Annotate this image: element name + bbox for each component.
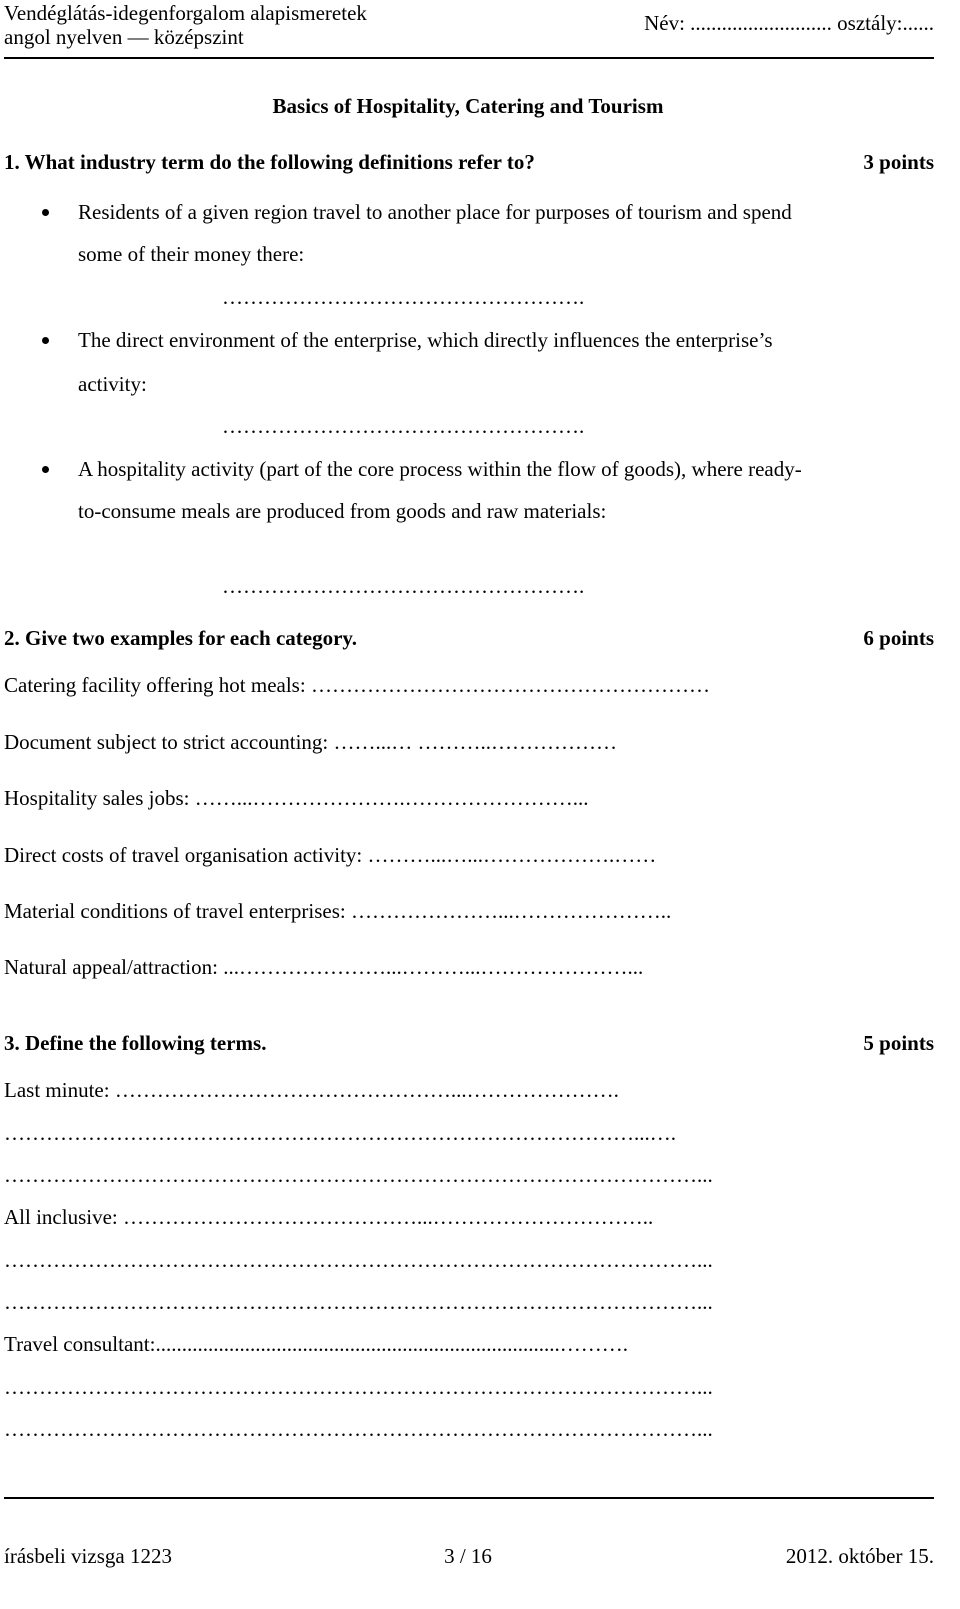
bullet-icon <box>42 466 49 473</box>
q2-row-catering-facility[interactable]: Catering facility offering hot meals: ………………………………………………… <box>4 673 710 697</box>
q2-row-natural-appeal[interactable]: Natural appeal/attraction: ...…………………...………...…………………... <box>4 955 644 979</box>
q3-all-inclusive[interactable]: All inclusive: ……………………………………...………………………….. <box>4 1205 654 1229</box>
q3-answer-line[interactable]: ………………………………………………………………………………………... <box>4 1248 713 1272</box>
header-subject: Vendéglátás-idegenforgalom alapismeretek <box>4 1 367 25</box>
q3-answer-line[interactable]: ………………………………………………………………………………...…. <box>4 1121 676 1145</box>
q3-answer-line[interactable]: ………………………………………………………………………………………... <box>4 1290 713 1314</box>
page-number: 3 / 16 <box>444 1544 492 1568</box>
q1-item3-answer[interactable]: ……………………………………………. <box>222 574 585 598</box>
q1-item2-line2: activity: <box>78 372 147 396</box>
footer-rule <box>4 1497 934 1499</box>
q1-item3-line2: to-consume meals are produced from goods and raw materials: <box>78 499 607 523</box>
q2-row-material-conditions[interactable]: Material conditions of travel enterprises: …………………...………………….. <box>4 899 672 923</box>
q3-answer-line[interactable]: ………………………………………………………………………………………... <box>4 1417 713 1441</box>
q1-heading: 1. What industry term do the following definitions refer to? <box>4 150 535 174</box>
q2-row-sales-jobs[interactable]: Hospitality sales jobs: ……...………………….……………………... <box>4 786 589 810</box>
q1-item2-line1: The direct environment of the enterprise, which directly influences the enterprise’s <box>78 328 773 352</box>
q2-row-accounting-document[interactable]: Document subject to strict accounting: ……...… ………..……………… <box>4 730 617 754</box>
q3-last-minute[interactable]: Last minute: …………………………………………...…………………. <box>4 1078 619 1102</box>
q2-row-direct-costs[interactable]: Direct costs of travel organisation activity: ………...…...……………….…… <box>4 843 657 867</box>
q1-item2-answer[interactable]: ……………………………………………. <box>222 414 585 438</box>
bullet-icon <box>42 337 49 344</box>
q3-answer-line[interactable]: ………………………………………………………………………………………... <box>4 1375 713 1399</box>
header-level: angol nyelven — középszint <box>4 25 244 49</box>
q3-heading: 3. Define the following terms. <box>4 1031 267 1055</box>
q3-points: 5 points <box>863 1031 934 1055</box>
q3-answer-line[interactable]: ………………………………………………………………………………………... <box>4 1163 713 1187</box>
footer-date: 2012. október 15. <box>785 1544 934 1568</box>
footer-exam-code: írásbeli vizsga 1223 <box>4 1544 172 1568</box>
q1-points: 3 points <box>863 150 934 174</box>
q2-points: 6 points <box>863 626 934 650</box>
bullet-icon <box>42 209 49 216</box>
q1-item1-answer[interactable]: ……………………………………………. <box>222 285 585 309</box>
q2-heading: 2. Give two examples for each category. <box>4 626 358 650</box>
q1-item1-line2: some of their money there: <box>78 242 305 266</box>
q3-travel-consultant[interactable]: Travel consultant:.............................................................................………. <box>4 1332 628 1356</box>
name-class-field: Név: ........................... osztály:...... <box>644 11 934 35</box>
header-rule <box>4 57 934 59</box>
q1-item3-line1: A hospitality activity (part of the core process within the flow of goods), where ready- <box>78 457 802 481</box>
page-title: Basics of Hospitality, Catering and Tourism <box>272 94 664 118</box>
q1-item1-line1: Residents of a given region travel to another place for purposes of tourism and spend <box>78 200 792 224</box>
